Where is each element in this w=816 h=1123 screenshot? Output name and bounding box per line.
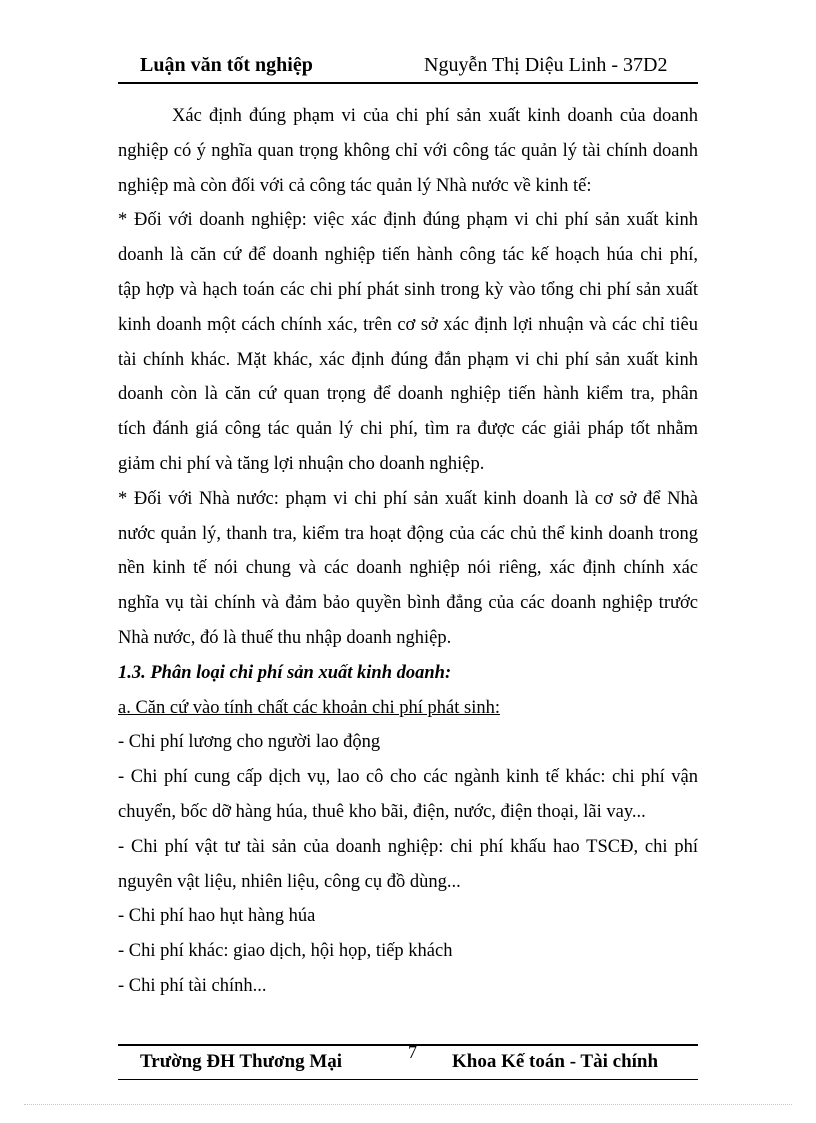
paragraph-line: Nhà nước, đó là thuế thu nhập doanh nghiệp. — [118, 627, 452, 648]
paragraph-line: nước quản lý, thanh tra, kiểm tra hoạt động của các chủ thể kinh doanh trong — [118, 523, 698, 544]
paragraph-line: tập hợp và hạch toán các chi phí phát sinh trong kỳ vào tổng chi phí sản xuất — [118, 279, 698, 300]
author-name: Nguyễn Thị Diệu Linh - 37D2 — [424, 54, 668, 76]
paragraph-line: * Đối với doanh nghiệp: việc xác định đúng phạm vi chi phí sản xuất kinh — [118, 210, 698, 231]
paragraph-line: nghiệp mà còn đối với cả công tác quản lý Nhà nước về kinh tế: — [118, 175, 592, 196]
paragraph-line: nền kinh tế nói chung và các doanh nghiệp nói riêng, xác định chính xác — [118, 558, 698, 579]
page-footer — [118, 1044, 698, 1080]
paragraph-line: nghĩa vụ tài chính và đảm bảo quyền bình đẳng của các doanh nghiệp trước — [118, 593, 698, 614]
list-item-continuation: chuyển, bốc dỡ hàng húa, thuê kho bãi, điện, nước, điện thoại, lãi vay... — [118, 801, 646, 822]
school-name: Trường ĐH Thương Mại — [140, 1051, 343, 1072]
footer-rule — [118, 1079, 698, 1080]
paragraph-line: giảm chi phí và tăng lợi nhuận cho doanh nghiệp. — [118, 453, 485, 474]
paragraph-line: tài chính khác. Mặt khác, xác định đúng đắn phạm vi chi phí sản xuất kinh — [118, 349, 698, 370]
section-heading: 1.3. Phân loại chi phí sản xuất kinh doanh: — [118, 662, 452, 683]
paragraph-line: kinh doanh một cách chính xác, trên cơ sở xác định lợi nhuận và các chỉ tiêu — [118, 314, 698, 335]
list-item-continuation: nguyên vật liệu, nhiên liệu, công cụ đồ dùng... — [118, 871, 461, 892]
list-item: - Chi phí vật tư tài sản của doanh nghiệp: chi phí khấu hao TSCĐ, chi phí — [118, 836, 698, 857]
page-header — [118, 52, 698, 84]
paragraph-line: doanh là căn cứ để doanh nghiệp tiến hành công tác kế hoạch húa chi phí, — [118, 245, 698, 266]
thesis-label: Luận văn tốt nghiệp — [140, 54, 313, 76]
subsection-heading: a. Căn cứ vào tính chất các khoản chi phí phát sinh: — [118, 697, 500, 718]
list-item: - Chi phí hao hụt hàng húa — [118, 906, 316, 927]
page-number: 7 — [408, 1042, 417, 1062]
paragraph-line: tích đánh giá công tác quản lý chi phí, tìm ra được các giải pháp tốt nhằm — [118, 419, 698, 440]
body-text — [118, 99, 698, 1004]
paragraph-line: Xác định đúng phạm vi của chi phí sản xuất kinh doanh của doanh — [172, 106, 698, 126]
list-item: - Chi phí lương cho người lao động — [118, 732, 381, 753]
paragraph-line: nghiệp có ý nghĩa quan trọng không chỉ với công tác quản lý tài chính doanh — [118, 140, 698, 161]
list-item: - Chi phí cung cấp dịch vụ, lao cô cho các ngành kinh tế khác: chi phí vận — [118, 767, 698, 788]
paragraph-line: * Đối với Nhà nước: phạm vi chi phí sản xuất kinh doanh là cơ sở để Nhà — [118, 488, 698, 509]
department-name: Khoa Kế toán - Tài chính — [452, 1051, 659, 1072]
paragraph-line: doanh còn là căn cứ quan trọng để doanh nghiệp tiến hành kiểm tra, phân — [118, 384, 698, 405]
list-item: - Chi phí khác: giao dịch, hội họp, tiếp khách — [118, 941, 453, 962]
list-item: - Chi phí tài chính... — [118, 975, 267, 996]
page-edge-divider — [24, 1104, 792, 1105]
